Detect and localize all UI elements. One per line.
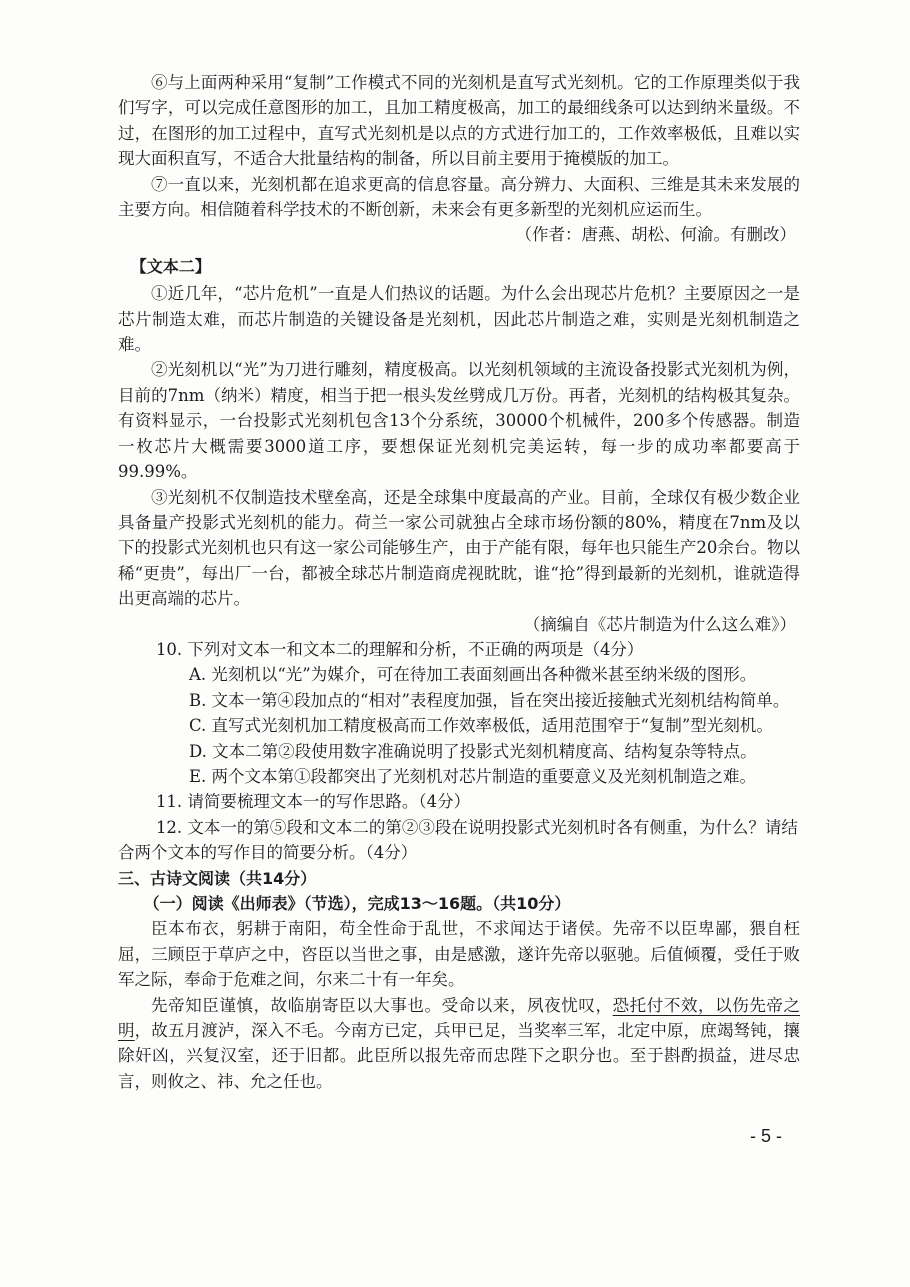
section-3-title: 三、古诗文阅读（共14分）	[118, 868, 317, 888]
question-10-option-a: A. 光刻机以“光”为媒介，可在待加工表面刻画出各种微米甚至纳米级的图形。	[188, 665, 757, 685]
question-10-option-d: D. 文本二第②段使用数字准确说明了投影式光刻机精度高、结构复杂等特点。	[188, 741, 757, 761]
exam-page	[118, 70, 800, 1094]
question-10-emphasis: 不正确	[467, 639, 518, 659]
underlined-sentence: 恐托付不效，以伤先帝之明	[118, 995, 801, 1041]
text1-source: （作者：唐燕、胡松、何渝。有删改）	[515, 225, 796, 245]
question-10-stem	[118, 637, 800, 662]
text2-paragraph-2: ②光刻机以“光”为刀进行雕刻，精度极高。以光刻机领域的主流设备投影式光刻机为例，目前的7nm（纳米）精度，相当于把一根头发丝劈成几万份。再者，光刻机的结构极其复杂。有资料显示，一台投影式光刻机包含13个分系统，30000个机械件，200多个传感器。制造一枚芯片大概需要3000道工序，要想保证光刻机完美运转，每一步的成功率都要高于99.99%。	[118, 360, 800, 482]
question-10-option-e: E. 两个文本第①段都突出了光刻机对芯片制造的重要意义及光刻机制造之难。	[188, 766, 756, 786]
question-12: 12. 文本一的第⑤段和文本二的第②③段在说明投影式光刻机时各有侧重，为什么？请结合两个文本的写作目的简要分析。（4分）	[118, 817, 798, 863]
classical-paragraph-1: 臣本布衣，躬耕于南阳，苟全性命于乱世，不求闻达于诸侯。先帝不以臣卑鄙，猥自枉屈，三顾臣于草庐之中，咨臣以当世之事，由是感激，遂许先帝以驱驰。后值倾覆，受任于败军之际，奉命于危难之间，尔来二十有一年矣。	[118, 919, 800, 990]
classical-paragraph-2	[118, 993, 800, 1095]
text2-heading: 【文本二】	[130, 256, 211, 276]
text2-paragraph-3: ③光刻机不仅制造技术壁垒高，还是全球集中度最高的产业。目前，全球仅有极少数企业具备量产投影式光刻机的能力。荷兰一家公司就独占全球市场份额的80%，精度在7nm及以下的投影式光刻机也只有这一家公司能够生产，由于产能有限，每年也只能生产20余台。物以稀“更贵”，每出厂一台，都被全球芯片制造商虎视眈眈，谁“抢”得到最新的光刻机，谁就造得出更高端的芯片。	[118, 487, 800, 609]
question-10-stem-a: 10. 下列对文本一和文本二的理解和分析，	[155, 639, 468, 659]
text2-paragraph-1: ①近几年，“芯片危机”一直是人们热议的话题。为什么会出现芯片危机？主要原因之一是芯片制造太难，而芯片制造的关键设备是光刻机，因此芯片制造之难，实则是光刻机制造之难。	[118, 284, 800, 355]
text2-source: （摘编自《芯片制造为什么这么难》）	[523, 614, 796, 634]
question-10-option-c: C. 直写式光刻机加工精度极高而工作效率极低，适用范围窄于“复制”型光刻机。	[188, 716, 773, 736]
text1-paragraph-6: ⑥与上面两种采用“复制”工作模式不同的光刻机是直写式光刻机。它的工作原理类似于我们写字，可以完成任意图形的加工，且加工精度极高，加工的最细线条可以达到纳米量级。不过，在图形的加工过程中，直写式光刻机是以点的方式进行加工的，工作效率极低，且难以实现大面积直写，不适合大批量结构的制备，所以目前主要用于掩模版的加工。	[118, 73, 800, 169]
classical-paragraph-2-b: ，故五月渡泸，深入不毛。今南方已定，兵甲已足，当奖率三军，北定中原，庶竭驽钝，攘除奸凶，兴复汉室，还于旧都。此臣所以报先帝而忠陛下之职分也。至于斟酌损益，进尽忠言，则攸之、祎、允之任也。	[118, 1021, 801, 1091]
classical-paragraph-2-a: 先帝知臣谨慎，故临崩寄臣以大事也。受命以来，夙夜忧叹，	[151, 995, 613, 1015]
page-number: - 5 -	[749, 1126, 782, 1146]
section-3-subtitle: （一）阅读《出师表》（节选），完成13～16题。（共10分）	[143, 894, 571, 913]
text1-paragraph-7: ⑦一直以来，光刻机都在追求更高的信息容量。高分辨力、大面积、三维是其未来发展的主要方向。相信随着科学技术的不断创新，未来会有更多新型的光刻机应运而生。	[118, 174, 800, 220]
question-10-option-b: B. 文本一第④段加点的“相对”表程度加强，旨在突出接近接触式光刻机结构简单。	[188, 690, 790, 710]
question-10-stem-c: 的两项是（4分）	[517, 639, 644, 659]
question-11: 11. 请简要梳理文本一的写作思路。（4分）	[155, 792, 471, 812]
